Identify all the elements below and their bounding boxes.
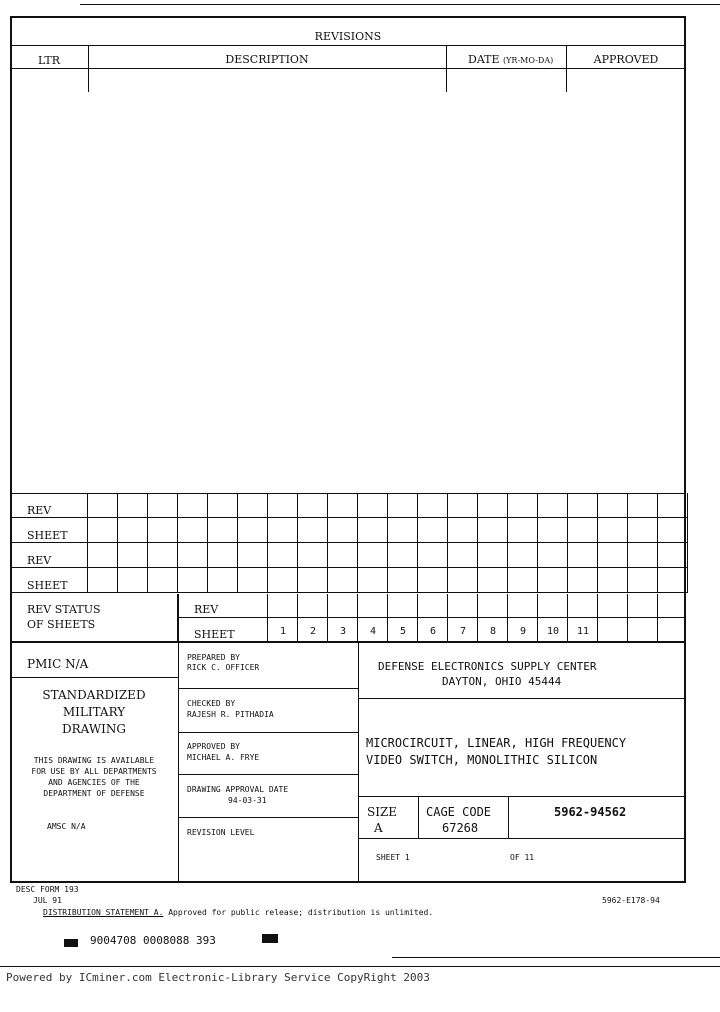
rev-status-label: REV STATUS [27, 603, 101, 616]
grid-cell [298, 518, 328, 543]
prepared-by-label: PREPARED BY [187, 653, 240, 662]
grid-cell [238, 518, 268, 543]
grid-cell [298, 594, 328, 618]
drawing-title-2: VIDEO SWITCH, MONOLITHIC SILICON [366, 753, 598, 767]
rev-status-rev-label: REV [194, 603, 219, 616]
approved-by-name: MICHAEL A. FRYE [187, 753, 260, 762]
sheet-row-label: SHEET [27, 529, 68, 542]
sheet-number: 11 [576, 626, 590, 637]
grid-cell [328, 518, 358, 543]
grid-cell [418, 568, 448, 593]
rule [358, 698, 686, 699]
amsc-label: AMSC N/A [47, 822, 86, 831]
powered-by-notice: Powered by ICminer.com Electronic-Library Service CopyRight 2003 [6, 971, 430, 984]
grid-cell [478, 594, 508, 618]
rule [178, 688, 358, 689]
rule [178, 817, 358, 818]
grid-cell [298, 568, 328, 593]
sheet-number: 6 [429, 626, 437, 637]
grid-cell [148, 543, 178, 568]
prepared-by-name: RICK C. OFFICER [187, 663, 260, 672]
grid-label-cell [178, 594, 268, 618]
revision-level-label: REVISION LEVEL [187, 828, 255, 837]
approved-by-label: APPROVED BY [187, 742, 240, 751]
smd-note-4: DEPARTMENT OF DEFENSE [43, 789, 145, 798]
grid-cell [538, 493, 568, 518]
checked-by-name: RAJESH R. PITHADIA [187, 710, 274, 719]
grid-cell [268, 493, 298, 518]
sheet-number: 4 [369, 626, 377, 637]
sheet-number: 10 [546, 626, 560, 637]
rule [358, 796, 686, 797]
grid-cell [148, 518, 178, 543]
rule [508, 796, 509, 838]
grid-cell [208, 543, 238, 568]
cage-code-value: 67268 [442, 821, 479, 835]
cage-code-label: CAGE CODE [426, 805, 492, 819]
grid-cell [358, 594, 388, 618]
rule [10, 68, 686, 69]
grid-cell [508, 543, 538, 568]
smd-note-2: FOR USE BY ALL DEPARTMENTS [31, 767, 157, 776]
grid-cell [568, 518, 598, 543]
grid-cell [538, 594, 568, 618]
grid-cell [598, 594, 628, 618]
grid-cell [628, 518, 658, 543]
sheet-row-label: SHEET [27, 579, 68, 592]
grid-cell [298, 543, 328, 568]
grid-cell [178, 518, 208, 543]
col-date: DATE (YR-MO-DA) [468, 53, 554, 66]
grid-cell [148, 493, 178, 518]
sheet-label: SHEET 1 [376, 853, 410, 862]
doc-reference: 5962-E178-94 [602, 896, 660, 905]
grid-cell [658, 568, 688, 593]
grid-cell [568, 543, 598, 568]
grid-cell [598, 543, 628, 568]
agency-address: DAYTON, OHIO 45444 [442, 675, 562, 688]
approval-date-value: 94-03-31 [228, 796, 267, 805]
approval-date-label: DRAWING APPROVAL DATE [187, 785, 289, 794]
grid-cell [178, 568, 208, 593]
grid-cell [628, 493, 658, 518]
size-value: A [374, 821, 383, 835]
rule [358, 838, 686, 839]
grid-cell [358, 568, 388, 593]
grid-cell [538, 543, 568, 568]
agency-name: DEFENSE ELECTRONICS SUPPLY CENTER [378, 660, 597, 673]
smd-note-3: AND AGENCIES OF THE [48, 778, 140, 787]
grid-cell [148, 568, 178, 593]
grid-cell [88, 493, 118, 518]
of-sheets-count: OF 11 [510, 853, 535, 862]
grid-cell [598, 568, 628, 593]
grid-cell [568, 568, 598, 593]
grid-cell [628, 568, 658, 593]
grid-cell [238, 568, 268, 593]
grid-cell [268, 518, 298, 543]
grid-cell [628, 618, 658, 642]
rule [10, 677, 178, 678]
grid-cell [658, 493, 688, 518]
grid-cell [358, 543, 388, 568]
rev-row-label: REV [27, 504, 52, 517]
rule [178, 774, 358, 775]
grid-cell [88, 568, 118, 593]
grid-cell [508, 568, 538, 593]
grid-cell [118, 518, 148, 543]
grid-cell [478, 543, 508, 568]
grid-cell [568, 594, 598, 618]
barcode-text: 9004708 0008088 393 [90, 934, 216, 947]
grid-cell [328, 568, 358, 593]
col-approved: APPROVED [593, 53, 659, 66]
grid-cell [418, 543, 448, 568]
form-number: DESC FORM 193 [16, 885, 79, 894]
rule [418, 796, 419, 838]
grid-cell [448, 543, 478, 568]
sheet-number: 8 [489, 626, 497, 637]
revisions-title: REVISIONS [314, 30, 382, 43]
sheet-number: 1 [279, 626, 287, 637]
grid-cell [478, 568, 508, 593]
grid-cell [298, 493, 328, 518]
grid-cell [568, 493, 598, 518]
scan-line [0, 966, 720, 967]
grid-cell [358, 493, 388, 518]
grid-cell [598, 493, 628, 518]
grid-cell [358, 518, 388, 543]
grid-cell [178, 493, 208, 518]
grid-cell [238, 493, 268, 518]
grid-cell [208, 493, 238, 518]
grid-cell [628, 594, 658, 618]
grid-cell [508, 518, 538, 543]
grid-cell [538, 518, 568, 543]
grid-cell [328, 493, 358, 518]
grid-cell [478, 493, 508, 518]
grid-cell [388, 518, 418, 543]
grid-cell [388, 543, 418, 568]
rule [178, 732, 358, 733]
col-ltr: LTR [37, 54, 61, 67]
grid-cell [628, 543, 658, 568]
grid-cell [268, 568, 298, 593]
grid-cell [268, 543, 298, 568]
distribution-statement: DISTRIBUTION STATEMENT A. Approved for public release; distribution is unlimited. [43, 908, 434, 917]
grid-cell [658, 618, 686, 642]
rule [10, 642, 686, 643]
grid-cell [538, 568, 568, 593]
smd-note-1: THIS DRAWING IS AVAILABLE [33, 756, 155, 765]
form-date: JUL 91 [33, 896, 62, 905]
sheet-number: 7 [459, 626, 467, 637]
drawing-title-1: MICROCIRCUIT, LINEAR, HIGH FREQUENCY [366, 736, 627, 750]
sheet-number: 9 [519, 626, 527, 637]
grid-cell [658, 594, 686, 618]
grid-cell [388, 594, 418, 618]
grid-cell [328, 594, 358, 618]
grid-cell [478, 518, 508, 543]
pmic-label: PMIC N/A [27, 657, 89, 671]
grid-cell [658, 518, 688, 543]
grid-cell [118, 493, 148, 518]
grid-cell [448, 493, 478, 518]
grid-cell [598, 518, 628, 543]
grid-cell [658, 543, 688, 568]
barcode-mark-right [262, 934, 278, 943]
size-label: SIZE [367, 805, 398, 819]
grid-cell [208, 518, 238, 543]
grid-cell [448, 568, 478, 593]
grid-cell [178, 543, 208, 568]
smd-title-3: DRAWING [62, 722, 126, 736]
grid-cell [88, 518, 118, 543]
grid-cell [418, 518, 448, 543]
grid-cell [238, 543, 268, 568]
grid-cell [88, 543, 118, 568]
rev-status-sheet-label: SHEET [194, 628, 235, 641]
top-scan-line [80, 4, 720, 5]
rule [178, 594, 179, 883]
sheet-number: 3 [339, 626, 347, 637]
sheet-number: 5 [399, 626, 407, 637]
of-sheets-label: OF SHEETS [27, 618, 96, 631]
grid-cell [208, 568, 238, 593]
grid-cell [508, 493, 538, 518]
grid-cell [328, 543, 358, 568]
grid-cell [388, 493, 418, 518]
grid-cell [418, 493, 448, 518]
grid-cell [508, 594, 538, 618]
drawing-number: 5962-94562 [554, 805, 627, 819]
grid-cell [598, 618, 628, 642]
smd-title-1: STANDARDIZED [42, 688, 146, 702]
checked-by-label: CHECKED BY [187, 699, 236, 708]
grid-cell [448, 518, 478, 543]
grid-cell [448, 594, 478, 618]
rule [358, 642, 359, 883]
grid-cell [268, 594, 298, 618]
rule [10, 45, 686, 46]
grid-cell [388, 568, 418, 593]
grid-cell [418, 594, 448, 618]
smd-title-2: MILITARY [62, 705, 126, 719]
grid-cell [118, 543, 148, 568]
grid-cell [118, 568, 148, 593]
col-description: DESCRIPTION [225, 53, 309, 66]
sheet-number: 2 [309, 626, 317, 637]
barcode-mark-left [64, 939, 78, 947]
rev-row-label: REV [27, 554, 52, 567]
scan-line [392, 957, 720, 958]
